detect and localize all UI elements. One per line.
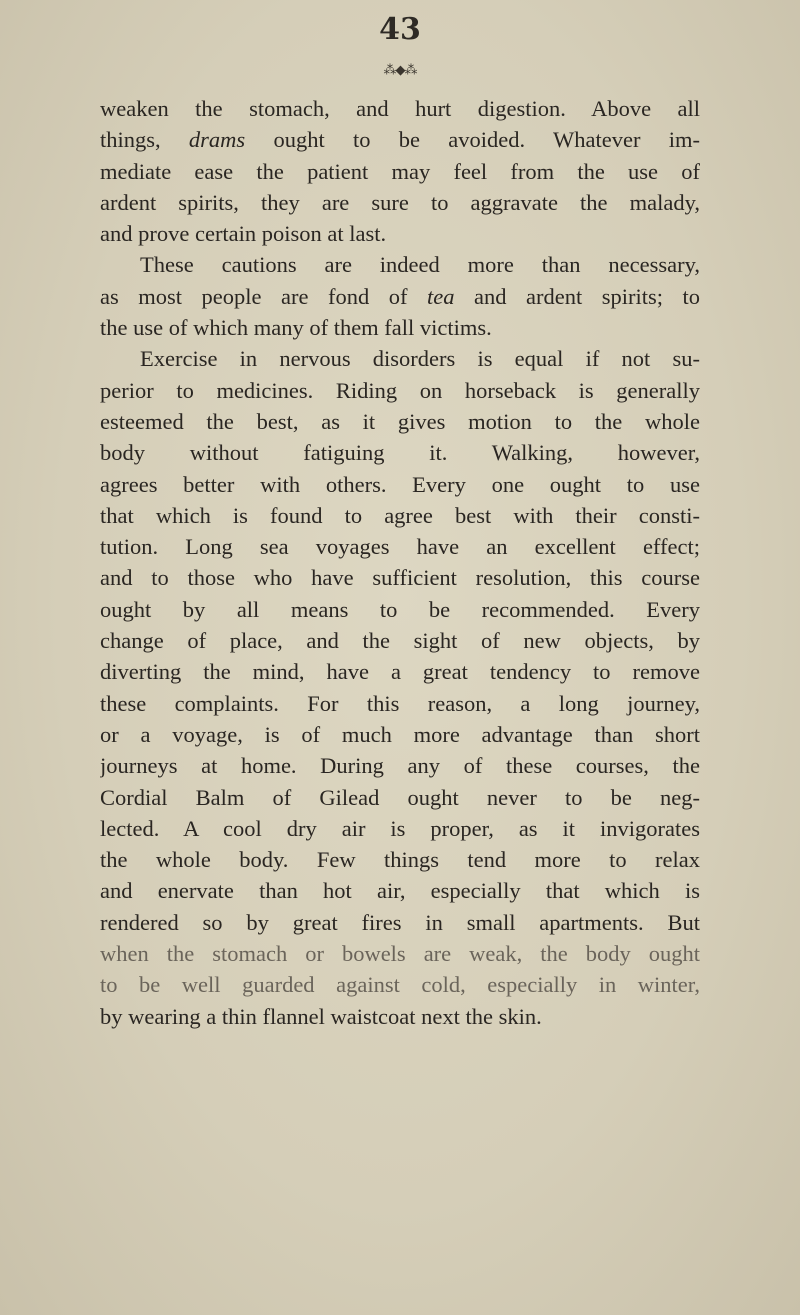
text-line: ardent spirits, they are sure to aggravate the malady,	[100, 189, 700, 215]
text-line: diverting the mind, have a great tendency to remove	[100, 659, 700, 685]
text-line: the use of which many of them fall victims.	[100, 315, 492, 341]
text-line: mediate ease the patient may feel from the use of	[100, 158, 700, 184]
text-line: and enervate than hot air, especially that which is	[100, 878, 700, 904]
text-line: esteemed the best, as it gives motion to the whole	[100, 408, 700, 434]
text-line: body without fatiguing it. Walking, however,	[100, 440, 700, 466]
body-text	[100, 93, 700, 1032]
text-line: by wearing a thin flannel waistcoat next the skin.	[100, 1003, 542, 1029]
text-line: when the stomach or bowels are weak, the body ought	[100, 941, 700, 967]
text-line: or a voyage, is of much more advantage than short	[100, 721, 700, 747]
text-line: lected. A cool dry air is proper, as it invigorates	[100, 815, 700, 841]
text-line: Exercise in nervous disorders is equal if not su-	[140, 346, 700, 372]
text-line: journeys at home. During any of these courses, the	[100, 753, 700, 779]
text-line: agrees better with others. Every one ought to use	[100, 471, 700, 497]
text-line: perior to medicines. Riding on horseback is generally	[100, 377, 700, 403]
text-line: the whole body. Few things tend more to relax	[100, 847, 700, 873]
text-line: to be well guarded against cold, especially in winter,	[100, 972, 700, 998]
text-line: These cautions are indeed more than necessary,	[140, 252, 700, 278]
text-line: change of place, and the sight of new objects, by	[100, 628, 700, 654]
header-ornament: ⁂◆⁂	[383, 63, 417, 78]
text-line: and to those who have sufficient resolution, this course	[100, 565, 700, 591]
text-line: as most people are fond of tea and ardent spirits; to	[100, 283, 700, 309]
text-line: tution. Long sea voyages have an excellent effect;	[100, 534, 700, 560]
text-line: things, drams ought to be avoided. Whatever im-	[100, 127, 700, 153]
text-line: that which is found to agree best with their consti-	[100, 502, 700, 528]
text-line: and prove certain poison at last.	[100, 221, 387, 247]
text-line: Cordial Balm of Gilead ought never to be neg-	[100, 784, 700, 810]
text-line: these complaints. For this reason, a long journey,	[100, 690, 700, 716]
text-line: ought by all means to be recommended. Every	[100, 596, 700, 622]
italic-word: tea	[426, 283, 455, 309]
text-line: weaken the stomach, and hurt digestion. Above all	[100, 96, 700, 121]
italic-word: drams	[188, 127, 246, 153]
page-number: 43	[379, 12, 421, 47]
text-line: rendered so by great fires in small apartments. But	[100, 909, 700, 935]
